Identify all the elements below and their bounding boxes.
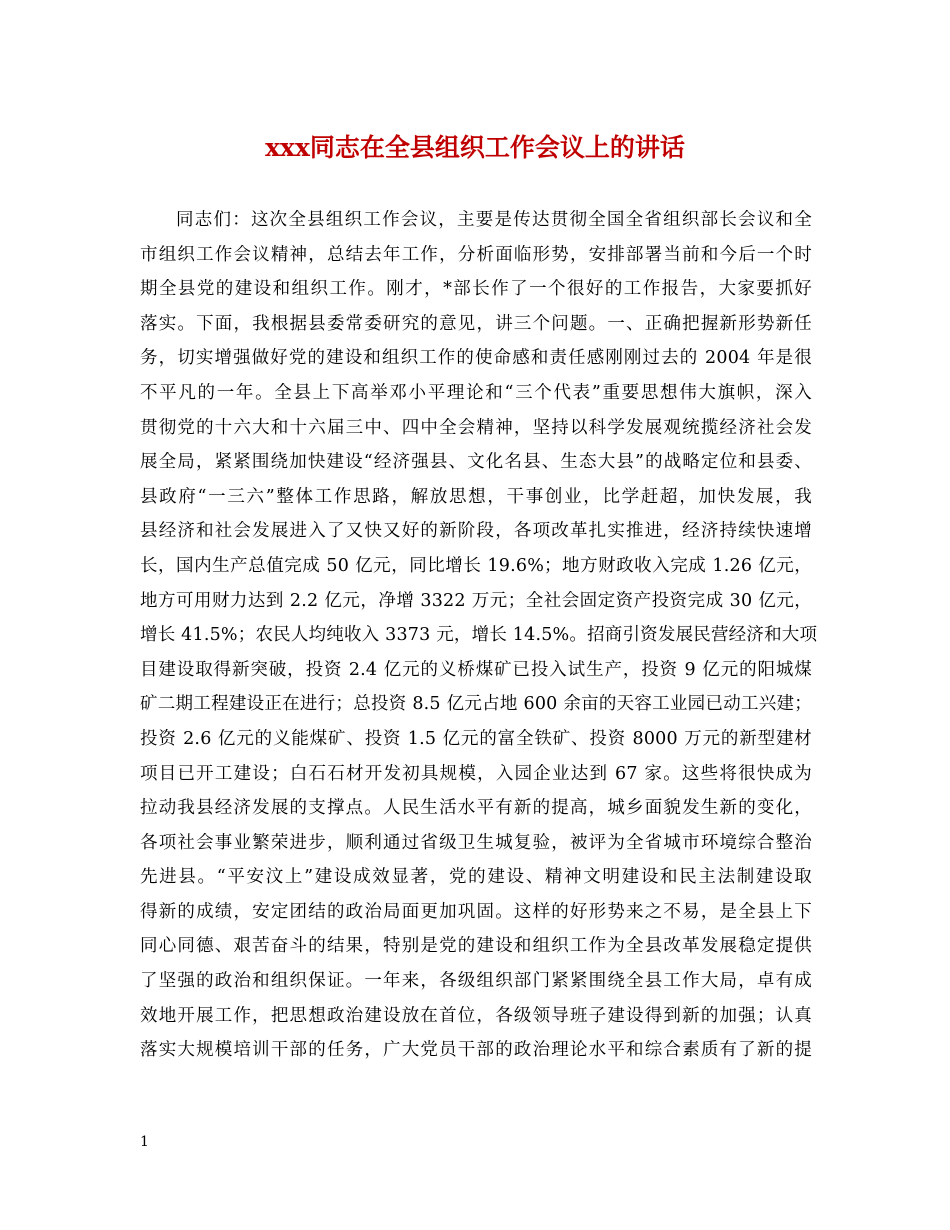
body-line: 期全县党的建设和组织工作。刚才，*部长作了一个很好的工作报告，大家要抓好 [140,279,812,300]
body-line: 展全局，紧紧围绕加快建设“经济强县、文化名县、生态大县”的战略定位和县委、 [140,452,812,473]
body-line: 目建设取得新突破，投资 2.4 亿元的义桥煤矿已投入试生产，投资 9 亿元的阳城煤 [140,659,812,680]
body-line: 增长 41.5%；农民人均纯收入 3373 元，增长 14.5%。招商引资发展民营经济和大项 [140,625,818,646]
body-line: 效地开展工作，把思想政治建设放在首位，各级领导班子建设得到新的加强；认真 [140,1005,812,1026]
body-line: 先进县。“平安汶上”建设成效显著，党的建设、精神文明建设和民主法制建设取 [140,867,812,888]
body-line: 项目已开工建设；白石石材开发初具规模，入园企业达到 67 家。这些将很快成为 [140,763,812,784]
body-line: 落实。下面，我根据县委常委研究的意见，讲三个问题。一、正确把握新形势新任 [140,313,812,334]
document-title: xxx同志在全县组织工作会议上的讲话 [265,133,685,162]
body-line: 同心同德、艰苦奋斗的结果，特别是党的建设和组织工作为全县改革发展稳定提供 [140,936,812,957]
body-line: 矿二期工程建设正在进行；总投资 8.5 亿元占地 600 余亩的天容工业园已动工兴建； [140,694,812,715]
body-line: 市组织工作会议精神，总结去年工作，分析面临形势，安排部署当前和今后一个时 [140,244,812,265]
body-line: 各项社会事业繁荣进步，顺利通过省级卫生城复验，被评为全省城市环境综合整治 [140,832,812,853]
body-line: 投资 2.6 亿元的义能煤矿、投资 1.5 亿元的富全铁矿、投资 8000 万元的新型建材 [140,728,812,749]
body-line: 地方可用财力达到 2.2 亿元，净增 3322 万元；全社会固定资产投资完成 30 亿元， [140,590,812,611]
body-line: 同志们：这次全县组织工作会议，主要是传达贯彻全国全省组织部长会议和全 [176,210,812,230]
body-line: 县经济和社会发展进入了又快又好的新阶段，各项改革扎实推进，经济持续快速增 [140,521,812,542]
document-body [140,203,818,1068]
body-line: 贯彻党的十六大和十六届三中、四中全会精神，坚持以科学发展观统揽经济社会发 [140,417,812,438]
body-line: 长，国内生产总值完成 50 亿元，同比增长 19.6%；地方财政收入完成 1.26 亿元， [140,555,812,576]
body-line: 了坚强的政治和组织保证。一年来，各级组织部门紧紧围绕全县工作大局，卓有成 [140,971,812,992]
body-line: 得新的成绩，安定团结的政治局面更加巩固。这样的好形势来之不易，是全县上下 [140,901,812,922]
page-number: 1 [140,1134,149,1150]
body-line: 不平凡的一年。全县上下高举邓小平理论和“三个代表”重要思想伟大旗帜，深入 [140,382,812,403]
body-line: 县政府“一三六”整体工作思路，解放思想，干事创业，比学赶超，加快发展，我 [140,486,812,507]
body-line: 拉动我县经济发展的支撑点。人民生活水平有新的提高，城乡面貌发生新的变化， [140,798,812,819]
body-line: 务，切实增强做好党的建设和组织工作的使命感和责任感刚刚过去的 2004 年是很 [140,348,812,369]
body-line: 落实大规模培训干部的任务，广大党员干部的政治理论水平和综合素质有了新的提 [140,1040,812,1061]
